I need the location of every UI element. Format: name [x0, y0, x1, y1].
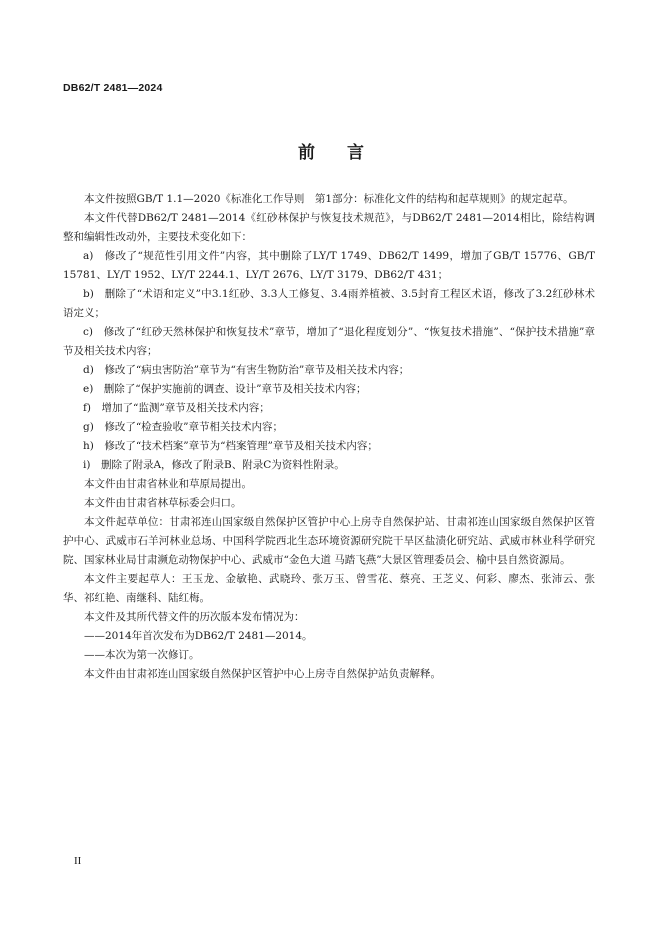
paragraph: 本文件及其所代替文件的历次版本发布情况为： [84, 611, 305, 623]
paragraph: ——2014年首次发布为DB62/T 2481—2014。 [84, 630, 313, 642]
paragraph: 本文件代替DB62/T 2481—2014《红砂林保护与恢复技术规范》，与DB62/T 2481—2014相比，除结构调整和编辑性改动外，主要技术变化如下： [63, 212, 595, 243]
list-item: f) 增加了“监测”章节及相关技术内容； [83, 402, 270, 414]
list-item: h) 修改了“技术档案”章节为“档案管理”章节及相关技术内容； [83, 440, 378, 452]
list-item: a) 修改了“规范性引用文件”内容，其中删除了LY/T 1749、DB62/T 1499，增加了GB/T 15776、GB/T 15781、LY/T 1952、LY/T 2244.1、LY/T 2676、LY/T 3179、DB62/T 431； [63, 250, 595, 281]
paragraph: 本文件起草单位：甘肃祁连山国家级自然保护区管护中心上房寺自然保护站、甘肃祁连山国家级自然保护区管护中心、武威市石羊河林业总场、中国科学院西北生态环境资源研究院干旱区盐渍化研究站、武威市林业科学研究院、国家林业局甘肃濒危动物保护中心、武威市“金色大道 马踏飞燕”大景区管理委员会、榆中县自然资源局。 [63, 516, 595, 566]
paragraph: 本文件由甘肃祁连山国家级自然保护区管护中心上房寺自然保护站负责解释。 [84, 668, 441, 680]
paragraph: 本文件主要起草人：王玉龙、金敏艳、武晓玲、张万玉、曾雪花、蔡亮、王芝义、何彩、廖杰、张沛云、张华、祁红艳、南继科、陆红梅。 [63, 573, 595, 604]
list-item: g) 修改了“检查验收”章节相关技术内容； [83, 421, 284, 433]
paragraph: 本文件由甘肃省林草标委会归口。 [84, 497, 242, 509]
page-number: II [74, 855, 82, 867]
list-item: i) 删除了附录A，修改了附录B、附录C为资料性附录。 [83, 459, 345, 471]
list-item: d) 修改了“病虫害防治”章节为“有害生物防治”章节及相关技术内容； [83, 364, 410, 376]
page-title: 前言 [298, 143, 396, 163]
list-item: b) 删除了“术语和定义”中3.1红砂、3.3人工修复、3.4雨养植被、3.5封育工程区术语，修改了3.2红砂林术语定义； [63, 288, 595, 319]
paragraph: 本文件由甘肃省林业和草原局提出。 [84, 478, 252, 490]
document-body [63, 190, 595, 684]
paragraph: 本文件按照GB/T 1.1—2020《标准化工作导则 第1部分：标准化文件的结构和起草规则》的规定起草。 [84, 193, 574, 205]
list-item: c) 修改了“红砂天然林保护和恢复技术”章节，增加了“退化程度划分”、“恢复技术措施”、“保护技术措施”章节及相关技术内容； [63, 326, 595, 357]
list-item: e) 删除了“保护实施前的调查、设计”章节及相关技术内容； [83, 383, 367, 395]
paragraph: ——本次为第一次修订。 [84, 649, 200, 661]
standard-code: DB62/T 2481—2024 [63, 82, 163, 94]
